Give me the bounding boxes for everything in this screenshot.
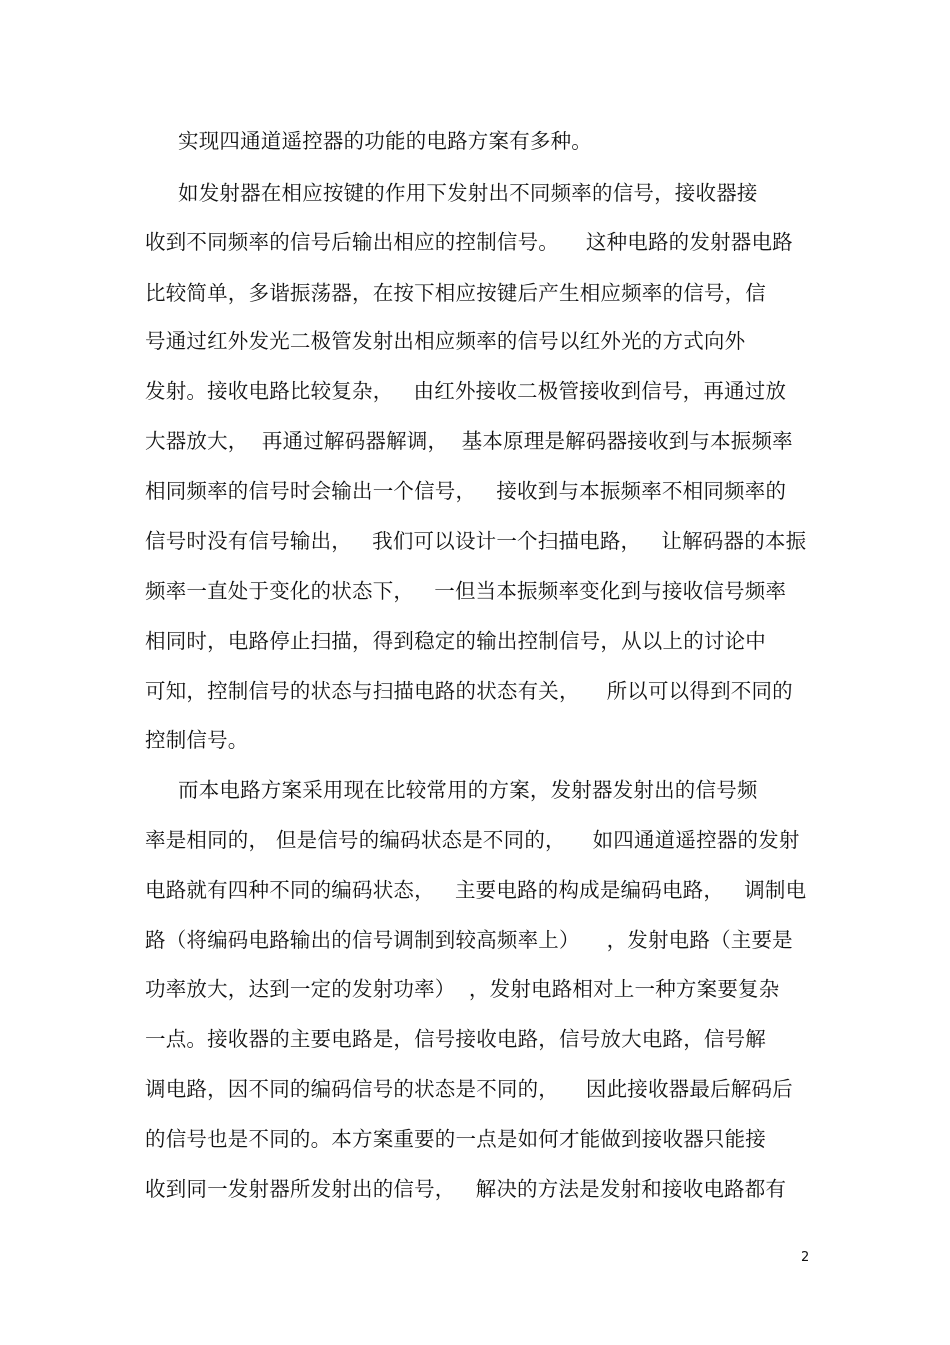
paragraph-1-line-1: 实现四通道遥控器的功能的电路方案有多种。 (178, 129, 592, 153)
paragraph-3-line-9: 收到同一发射器所发射出的信号， 解决的方法是发射和接收电路都有 (145, 1177, 787, 1201)
paragraph-2-line-4: 号通过红外发光二极管发射出相应频率的信号以红外光的方式向外 (145, 329, 746, 353)
paragraph-3-line-5: 功率放大，达到一定的发射功率） ，发射电路相对上一种方案要复杂 (145, 977, 780, 1001)
paragraph-2-line-8: 信号时没有信号输出， 我们可以设计一个扫描电路， 让解码器的本振 (145, 529, 807, 553)
paragraph-3-line-1: 而本电路方案采用现在比较常用的方案，发射器发射出的信号频 (178, 778, 758, 802)
paragraph-2-line-3: 比较简单，多谐振荡器，在按下相应按键后产生相应频率的信号，信 (145, 281, 766, 305)
paragraph-3-line-2: 率是相同的， 但是信号的编码状态是不同的， 如四通道遥控器的发射 (145, 828, 800, 852)
paragraph-3-line-6: 一点。接收器的主要电路是，信号接收电路，信号放大电路，信号解 (145, 1027, 766, 1051)
paragraph-2-line-5: 发射。接收电路比较复杂， 由红外接收二极管接收到信号，再通过放 (145, 379, 787, 403)
paragraph-2-line-7: 相同频率的信号时会输出一个信号， 接收到与本振频率不相同频率的 (145, 479, 787, 503)
paragraph-2-line-11: 可知，控制信号的状态与扫描电路的状态有关， 所以可以得到不同的 (145, 679, 793, 703)
paragraph-2-line-1: 如发射器在相应按键的作用下发射出不同频率的信号，接收器接 (178, 181, 758, 205)
page-number: 2 (801, 1250, 810, 1265)
paragraph-3-line-3: 电路就有四种不同的编码状态， 主要电路的构成是编码电路， 调制电 (145, 878, 807, 902)
paragraph-2-line-2: 收到不同频率的信号后输出相应的控制信号。 这种电路的发射器电路 (145, 230, 793, 254)
paragraph-2-line-9: 频率一直处于变化的状态下， 一但当本振频率变化到与接收信号频率 (145, 579, 787, 603)
paragraph-2-line-6: 大器放大， 再通过解码器解调， 基本原理是解码器接收到与本振频率 (145, 429, 793, 453)
paragraph-3-line-8: 的信号也是不同的。本方案重要的一点是如何才能做到接收器只能接 (145, 1127, 766, 1151)
paragraph-3-line-7: 调电路，因不同的编码信号的状态是不同的， 因此接收器最后解码后 (145, 1077, 793, 1101)
paragraph-3-line-4: 路（将编码电路输出的信号调制到较高频率上） ，发射电路（主要是 (145, 928, 793, 952)
paragraph-2-line-12: 控制信号。 (145, 728, 249, 752)
paragraph-2-line-10: 相同时，电路停止扫描，得到稳定的输出控制信号，从以上的讨论中 (145, 629, 766, 653)
